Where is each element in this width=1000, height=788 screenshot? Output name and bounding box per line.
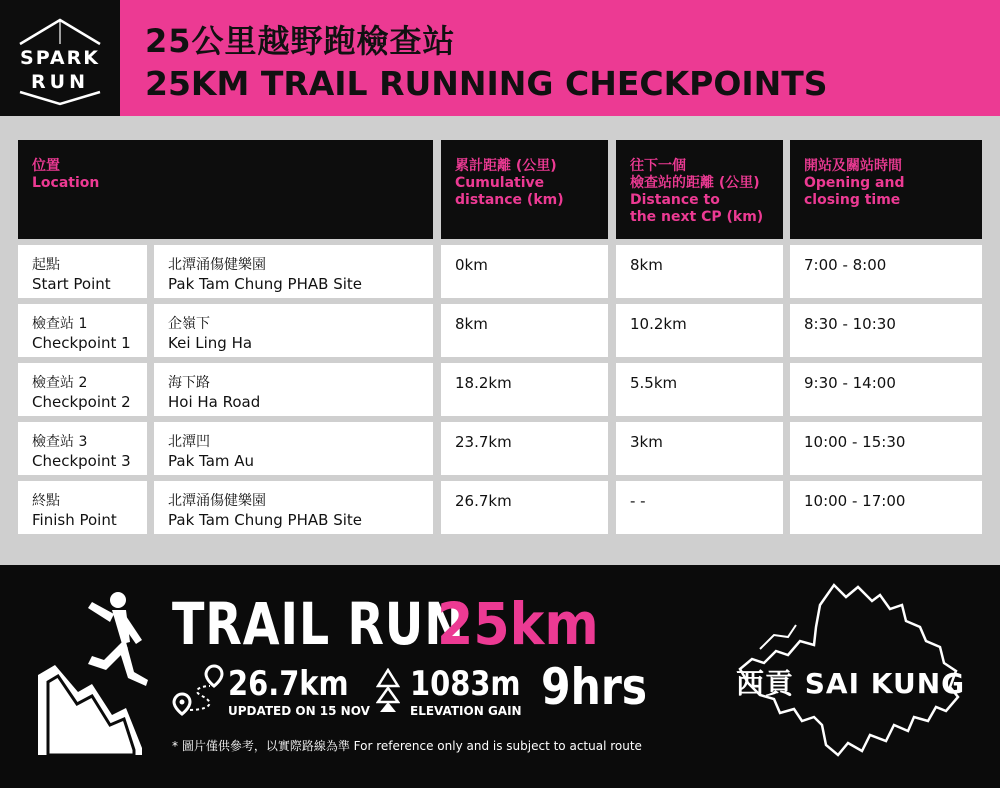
- header-cumulative-en2: distance (km): [455, 192, 564, 208]
- point-cell-text: Checkpoint 1: [32, 334, 131, 352]
- disclaimer-note: * 圖片僅供參考，以實際路線為準 For reference only and is subject to actual route: [172, 739, 642, 753]
- point-cell: [18, 422, 147, 475]
- next-distance-cell: [616, 245, 783, 298]
- header-location-en: Location: [32, 175, 100, 191]
- logo-line-2: RUN: [31, 71, 89, 93]
- point-cell: [18, 363, 147, 416]
- header-cumulative: [441, 140, 608, 239]
- region-label: 西貢 SAI KUNG: [736, 667, 966, 700]
- time-cell: [790, 304, 982, 357]
- time-cell: [790, 422, 982, 475]
- next-distance-cell-text: 10.2km: [630, 315, 687, 333]
- cumulative-cell-text: 8km: [455, 315, 488, 333]
- next-distance-cell-text: 8km: [630, 256, 663, 274]
- location-cell-text: 北潭涌傷健樂園: [168, 257, 266, 273]
- location-cell: [154, 481, 433, 534]
- point-cell-text: 檢查站 1: [32, 316, 88, 332]
- location-cell: [154, 422, 433, 475]
- location-cell-text: 海下路: [168, 375, 210, 391]
- header-time-en2: closing time: [804, 192, 901, 208]
- location-cell-text: Pak Tam Chung PHAB Site: [168, 511, 362, 529]
- location-cell-text: 企嶺下: [168, 316, 210, 332]
- cumulative-cell: [441, 422, 608, 475]
- cumulative-cell: [441, 245, 608, 298]
- location-cell-text: Hoi Ha Road: [168, 393, 261, 411]
- point-cell: [18, 245, 147, 298]
- header-time-en1: Opening and: [804, 175, 905, 191]
- elevation-note: ELEVATION GAIN: [410, 704, 522, 718]
- point-cell-text: 檢查站 2: [32, 375, 88, 391]
- cumulative-cell-text: 0km: [455, 256, 488, 274]
- header-next-zh2: 檢查站的距離 (公里): [630, 175, 760, 191]
- time-cell: [790, 481, 982, 534]
- next-distance-cell-text: 3km: [630, 433, 663, 451]
- header-next-en2: the next CP (km): [630, 209, 764, 225]
- page-title-english: 25KM TRAIL RUNNING CHECKPOINTS: [145, 64, 828, 103]
- header-bar: [0, 0, 1000, 116]
- cumulative-cell: [441, 304, 608, 357]
- next-distance-cell-text: - -: [630, 492, 646, 510]
- point-cell: [18, 481, 147, 534]
- point-cell-text: Checkpoint 3: [32, 452, 131, 470]
- next-distance-cell: [616, 304, 783, 357]
- page-title-chinese: 25公里越野跑檢查站: [145, 22, 456, 60]
- header-location-zh: 位置: [32, 158, 60, 174]
- location-cell: [154, 363, 433, 416]
- point-cell-text: Checkpoint 2: [32, 393, 131, 411]
- route-pin-icon: [172, 664, 230, 716]
- banner-distance-title: 25km: [437, 590, 599, 658]
- header-time-zh: 開站及關站時間: [804, 158, 902, 174]
- duration-value: 9hrs: [541, 658, 648, 716]
- time-cell-text: 9:30 - 14:00: [804, 374, 896, 392]
- header-next-zh: 往下一個: [630, 158, 686, 174]
- time-cell-text: 10:00 - 15:30: [804, 433, 906, 451]
- cumulative-cell-text: 26.7km: [455, 492, 512, 510]
- time-cell: [790, 363, 982, 416]
- elevation-value: 1083m: [410, 664, 521, 704]
- header-location: [18, 140, 433, 239]
- cumulative-cell: [441, 481, 608, 534]
- location-cell-text: 北潭涌傷健樂園: [168, 493, 266, 509]
- logo-line-1: SPARK: [20, 47, 100, 69]
- location-cell-text: Pak Tam Au: [168, 452, 255, 470]
- banner-title: TRAIL RUN: [172, 590, 465, 658]
- cumulative-cell-text: 18.2km: [455, 374, 512, 392]
- next-distance-cell: [616, 422, 783, 475]
- location-cell: [154, 245, 433, 298]
- point-cell-text: 檢查站 3: [32, 434, 88, 450]
- cumulative-cell: [441, 363, 608, 416]
- next-distance-cell-text: 5.5km: [630, 374, 678, 392]
- point-cell: [18, 304, 147, 357]
- mountain-arrow-icon: [376, 668, 400, 714]
- next-distance-cell: [616, 363, 783, 416]
- next-distance-cell: [616, 481, 783, 534]
- header-time: [790, 140, 982, 239]
- time-cell-text: 10:00 - 17:00: [804, 492, 906, 510]
- distance-value: 26.7km: [228, 664, 349, 704]
- header-next-cp: [616, 140, 783, 239]
- point-cell-text: Start Point: [32, 275, 111, 293]
- time-cell-text: 7:00 - 8:00: [804, 256, 887, 274]
- location-cell-text: 北潭凹: [168, 434, 210, 450]
- location-cell-text: Pak Tam Chung PHAB Site: [168, 275, 362, 293]
- point-cell-text: 終點: [32, 493, 60, 509]
- distance-note: UPDATED ON 15 NOV: [228, 704, 370, 718]
- time-cell-text: 8:30 - 10:30: [804, 315, 896, 333]
- point-cell-text: Finish Point: [32, 511, 117, 529]
- header-cumulative-en1: Cumulative: [455, 175, 545, 191]
- cumulative-cell-text: 23.7km: [455, 433, 512, 451]
- spark-run-logo: [0, 0, 120, 116]
- point-cell-text: 起點: [32, 257, 60, 273]
- time-cell: [790, 245, 982, 298]
- location-cell-text: Kei Ling Ha: [168, 334, 253, 352]
- header-next-en1: Distance to: [630, 192, 720, 208]
- location-cell: [154, 304, 433, 357]
- runner-icon: [30, 580, 160, 755]
- header-cumulative-zh: 累計距離 (公里): [455, 158, 557, 174]
